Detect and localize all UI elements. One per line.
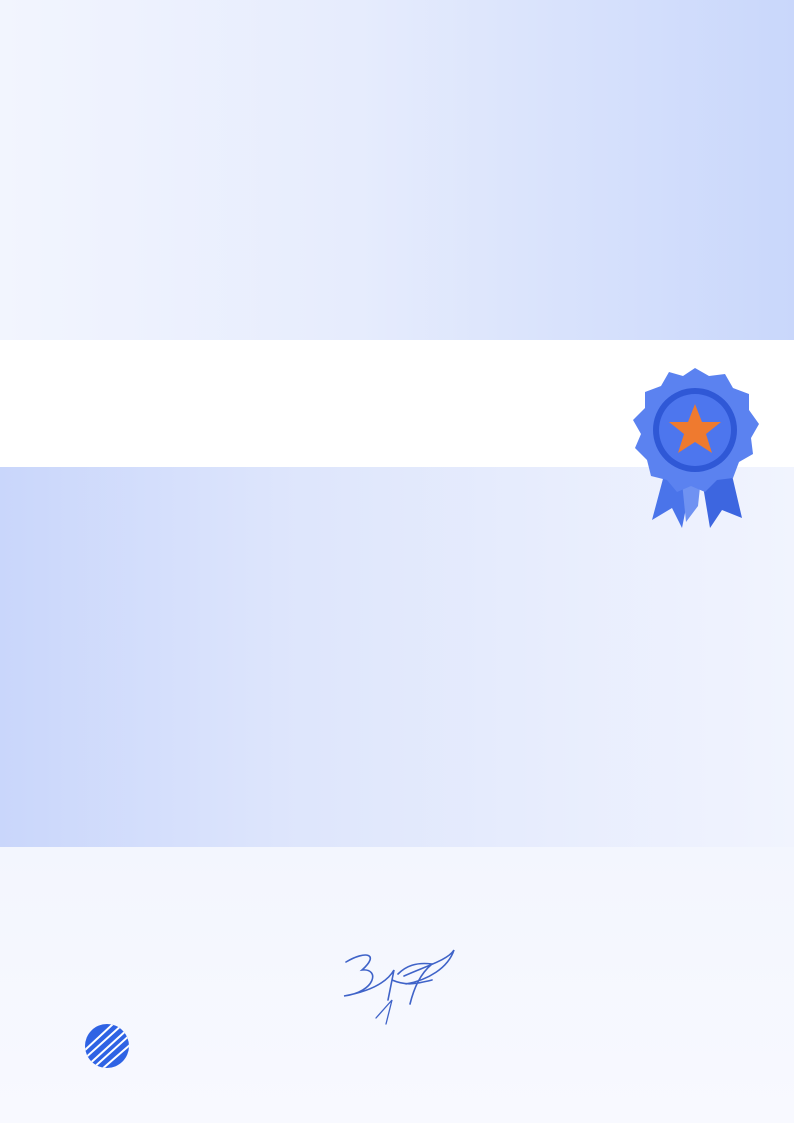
logo-globe-icon <box>83 1022 131 1070</box>
signature <box>336 940 466 1030</box>
award-badge-icon <box>630 350 760 550</box>
company-logo <box>83 1022 141 1070</box>
